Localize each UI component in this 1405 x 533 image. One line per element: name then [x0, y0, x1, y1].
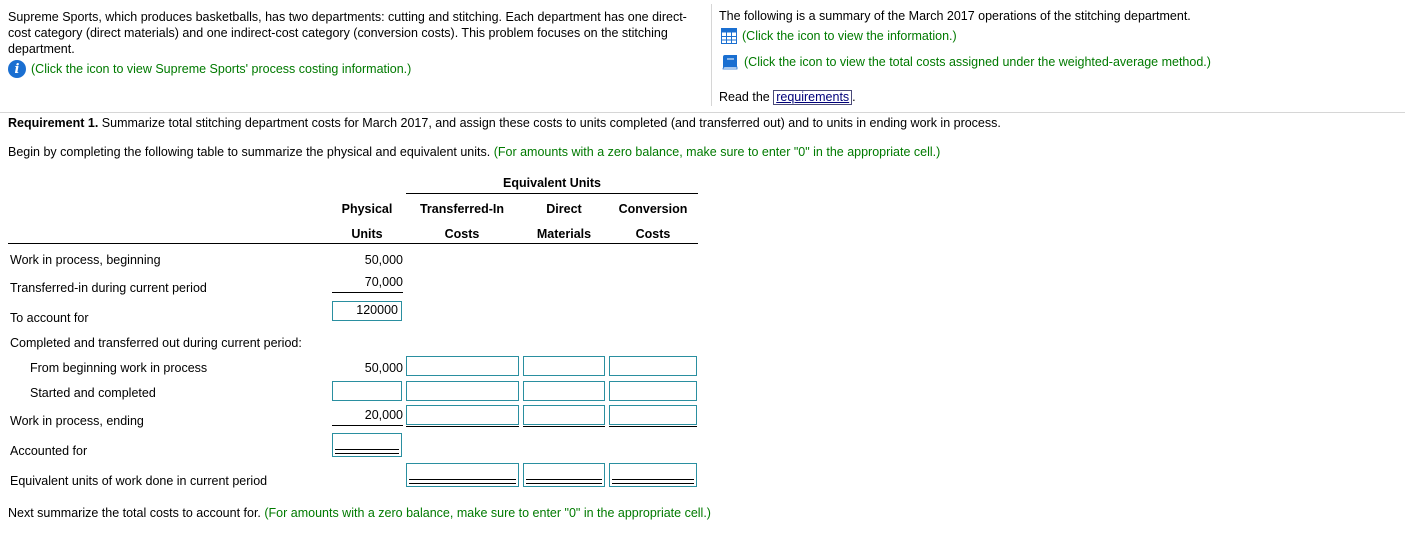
row-label-started-completed: Started and completed	[30, 386, 156, 400]
started-completed-transferred-in-input[interactable]	[406, 381, 519, 401]
requirement-line	[8, 116, 1001, 130]
wip-ending-transferred-in-rule	[406, 426, 519, 427]
from-beginning-direct-materials-input[interactable]	[523, 356, 605, 376]
row-label-accounted-for: Accounted for	[10, 444, 88, 458]
equivalent-units-rule	[406, 193, 698, 194]
col-physical-line2: Units	[351, 227, 383, 241]
next-hint: (For amounts with a zero balance, make sure to enter "0" in the appropriate cell.)	[264, 506, 711, 520]
column-divider	[711, 4, 712, 106]
operations-info-link-text[interactable]: (Click the icon to view the information.)	[742, 29, 957, 43]
wip-ending-physical-rule	[332, 425, 403, 426]
equivalent-units-header: Equivalent Units	[503, 176, 601, 190]
row-label-completed-header: Completed and transferred out during current period:	[10, 336, 302, 350]
requirements-link[interactable]: requirements	[773, 90, 852, 105]
started-completed-direct-materials-input[interactable]	[523, 381, 605, 401]
next-text: Next summarize the total costs to account for.	[8, 506, 265, 520]
col-direct-materials-line1: Direct	[546, 202, 582, 216]
requirement-text: Summarize total stitching department costs for March 2017, and assign these costs to units completed (and transferred out) and to units in ending work in process.	[98, 116, 1001, 130]
wip-ending-conversion-rule	[609, 426, 697, 427]
wip-beginning-physical: 50,000	[364, 253, 403, 267]
equiv-current-conversion-input[interactable]	[609, 463, 697, 487]
row-label-wip-ending: Work in process, ending	[10, 414, 144, 428]
operations-info-link[interactable]	[721, 28, 957, 44]
started-completed-conversion-input[interactable]	[609, 381, 697, 401]
requirement-label: Requirement 1.	[8, 116, 99, 130]
row-label-wip-beginning: Work in process, beginning	[10, 253, 161, 267]
row-label-equiv-units-current: Equivalent units of work done in current period	[10, 474, 268, 488]
row-label-transferred-in: Transferred-in during current period	[10, 281, 207, 295]
total-costs-link-text[interactable]: (Click the icon to view the total costs assigned under the weighted-average method.)	[744, 55, 1211, 69]
wip-ending-conversion-input[interactable]	[609, 405, 697, 425]
subtotal-rule	[332, 292, 403, 293]
col-conversion-line1: Conversion	[618, 202, 688, 216]
wip-ending-physical: 20,000	[364, 408, 403, 422]
from-beginning-conversion-input[interactable]	[609, 356, 697, 376]
wip-ending-direct-materials-rule	[523, 426, 605, 427]
col-conversion-line2: Costs	[635, 227, 671, 241]
summary-text: The following is a summary of the March 2017 operations of the stitching department.	[719, 9, 1191, 23]
accounted-for-physical-input[interactable]	[332, 433, 402, 457]
instruction-text: Begin by completing the following table to summarize the physical and equivalent units.	[8, 145, 494, 159]
info-icon[interactable]: i	[8, 60, 26, 78]
read-prefix: Read the	[719, 90, 774, 104]
from-beginning-physical: 50,000	[364, 361, 403, 375]
col-direct-materials-line2: Materials	[536, 227, 592, 241]
from-beginning-transferred-in-input[interactable]	[406, 356, 519, 376]
wip-ending-transferred-in-input[interactable]	[406, 405, 519, 425]
row-label-to-account-for: To account for	[10, 311, 89, 325]
header-bottom-rule	[8, 243, 698, 244]
next-instruction-line	[8, 506, 711, 520]
equiv-transferred-in-double-rule	[409, 479, 516, 484]
col-transferred-in-line1: Transferred-In	[419, 202, 505, 216]
read-suffix: .	[852, 90, 856, 104]
read-requirements-line	[719, 90, 856, 105]
to-account-for-physical-input[interactable]: 120000	[332, 301, 402, 321]
started-completed-physical-input[interactable]	[332, 381, 402, 401]
equiv-current-direct-materials-input[interactable]	[523, 463, 605, 487]
total-costs-link[interactable]	[721, 54, 1211, 70]
equiv-direct-materials-double-rule	[526, 479, 602, 484]
col-physical-line1: Physical	[341, 202, 393, 216]
col-transferred-in-line2: Costs	[444, 227, 480, 241]
section-divider	[0, 112, 1405, 113]
wip-ending-direct-materials-input[interactable]	[523, 405, 605, 425]
process-info-link[interactable]	[8, 60, 411, 78]
process-info-link-text[interactable]: (Click the icon to view Supreme Sports' process costing information.)	[31, 62, 412, 76]
instruction-hint: (For amounts with a zero balance, make sure to enter "0" in the appropriate cell.)	[493, 145, 941, 159]
equiv-current-transferred-in-input[interactable]	[406, 463, 519, 487]
intro-text: Supreme Sports, which produces basketballs, has two departments: cutting and stitching. Each department has one direct-cost category (direct materials) and one indirect-cost category (conversion costs). This problem focuses on the stitching department.	[8, 10, 687, 56]
accounted-for-double-rule	[335, 449, 399, 454]
table-grid-icon[interactable]	[721, 28, 737, 44]
instruction-line	[8, 145, 940, 159]
book-icon[interactable]	[721, 54, 739, 70]
equiv-conversion-double-rule	[612, 479, 694, 484]
transferred-in-physical: 70,000	[364, 275, 403, 289]
row-label-from-beginning: From beginning work in process	[30, 361, 208, 375]
